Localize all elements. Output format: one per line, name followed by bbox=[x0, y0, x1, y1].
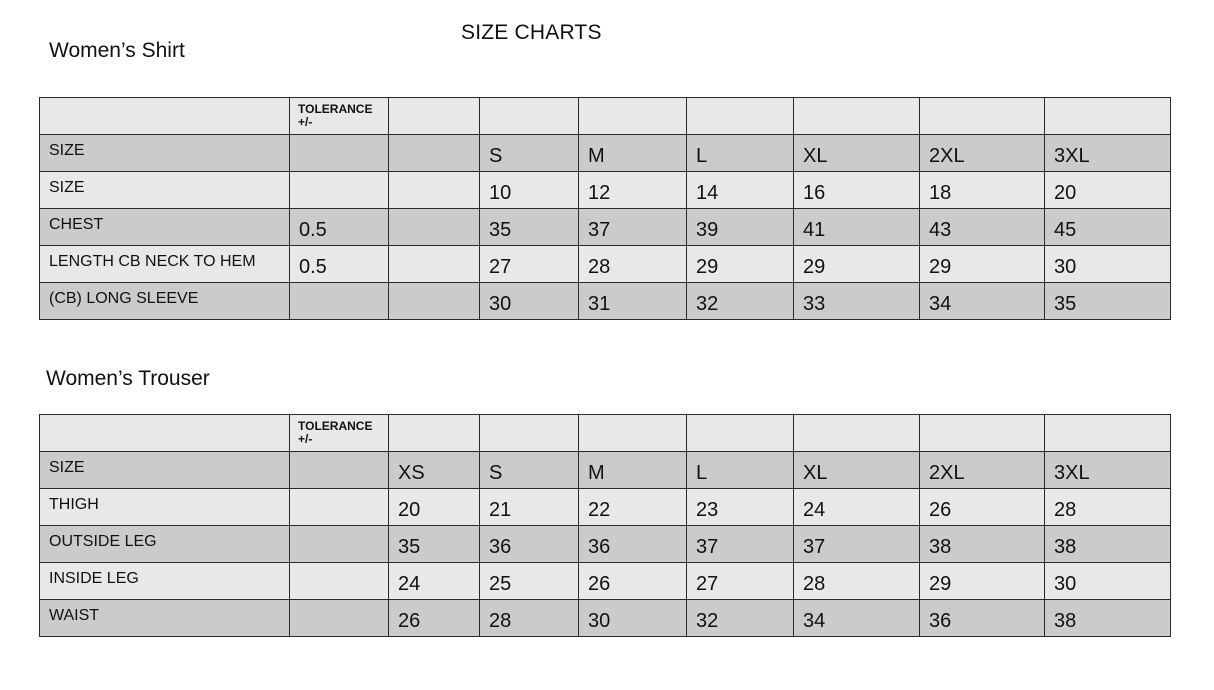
row-label: LENGTH CB NECK TO HEM bbox=[40, 246, 290, 283]
size-value-cell: 41 bbox=[794, 209, 920, 246]
row-label: CHEST bbox=[40, 209, 290, 246]
size-value-cell: XL bbox=[794, 135, 920, 172]
size-value-cell: 25 bbox=[480, 563, 579, 600]
size-value-cell bbox=[389, 135, 480, 172]
size-value-cell: 36 bbox=[579, 526, 687, 563]
size-value-cell bbox=[389, 209, 480, 246]
size-value-cell: 28 bbox=[579, 246, 687, 283]
size-value-cell: 37 bbox=[579, 209, 687, 246]
size-value-cell: 24 bbox=[794, 489, 920, 526]
size-value-cell: 26 bbox=[579, 563, 687, 600]
size-value-cell: 23 bbox=[687, 489, 794, 526]
tolerance-value bbox=[290, 172, 389, 209]
header-empty-cell bbox=[389, 98, 480, 135]
tolerance-value bbox=[290, 283, 389, 320]
tolerance-value: 0.5 bbox=[290, 209, 389, 246]
size-value-cell: 26 bbox=[920, 489, 1045, 526]
size-value-cell: 10 bbox=[480, 172, 579, 209]
size-value-cell: 35 bbox=[1045, 283, 1171, 320]
trouser-section-title: Women’s Trouser bbox=[46, 367, 210, 390]
size-value-cell: 33 bbox=[794, 283, 920, 320]
row-label: WAIST bbox=[40, 600, 290, 637]
size-value-cell: 36 bbox=[480, 526, 579, 563]
header-empty-cell bbox=[1045, 98, 1171, 135]
size-value-cell bbox=[389, 246, 480, 283]
size-value-cell: 3XL bbox=[1045, 135, 1171, 172]
shirt-size-table bbox=[39, 97, 1171, 320]
header-empty-cell bbox=[1045, 415, 1171, 452]
row-label: SIZE bbox=[40, 172, 290, 209]
table-row bbox=[40, 172, 1171, 209]
size-value-cell: 22 bbox=[579, 489, 687, 526]
size-value-cell: 14 bbox=[687, 172, 794, 209]
table-header-row bbox=[40, 415, 1171, 452]
header-empty-cell bbox=[40, 98, 290, 135]
size-value-cell: 30 bbox=[480, 283, 579, 320]
table-header-row bbox=[40, 98, 1171, 135]
size-value-cell: 29 bbox=[687, 246, 794, 283]
size-value-cell: 3XL bbox=[1045, 452, 1171, 489]
trouser-size-table bbox=[39, 414, 1171, 637]
size-value-cell: L bbox=[687, 452, 794, 489]
size-value-cell: 26 bbox=[389, 600, 480, 637]
size-value-cell: 21 bbox=[480, 489, 579, 526]
tolerance-value bbox=[290, 526, 389, 563]
tolerance-value bbox=[290, 600, 389, 637]
size-value-cell: 2XL bbox=[920, 452, 1045, 489]
size-value-cell: M bbox=[579, 135, 687, 172]
size-value-cell: 35 bbox=[389, 526, 480, 563]
row-label: SIZE bbox=[40, 135, 290, 172]
tolerance-header: TOLERANCE +/- bbox=[290, 98, 389, 135]
table-row bbox=[40, 209, 1171, 246]
size-value-cell: 39 bbox=[687, 209, 794, 246]
tolerance-value bbox=[290, 489, 389, 526]
header-empty-cell bbox=[480, 415, 579, 452]
size-value-cell: 31 bbox=[579, 283, 687, 320]
size-value-cell: M bbox=[579, 452, 687, 489]
header-empty-cell bbox=[687, 98, 794, 135]
tolerance-value bbox=[290, 452, 389, 489]
size-value-cell: 18 bbox=[920, 172, 1045, 209]
size-value-cell: 38 bbox=[920, 526, 1045, 563]
row-label: INSIDE LEG bbox=[40, 563, 290, 600]
size-value-cell: 38 bbox=[1045, 600, 1171, 637]
header-empty-cell bbox=[389, 415, 480, 452]
size-value-cell: 36 bbox=[920, 600, 1045, 637]
size-value-cell: 2XL bbox=[920, 135, 1045, 172]
size-value-cell: 12 bbox=[579, 172, 687, 209]
size-value-cell: 16 bbox=[794, 172, 920, 209]
size-value-cell: 32 bbox=[687, 600, 794, 637]
table-row bbox=[40, 526, 1171, 563]
size-value-cell: 27 bbox=[480, 246, 579, 283]
table-row bbox=[40, 563, 1171, 600]
size-value-cell: 37 bbox=[687, 526, 794, 563]
size-value-cell: 20 bbox=[389, 489, 480, 526]
size-value-cell: 29 bbox=[794, 246, 920, 283]
size-value-cell: 34 bbox=[794, 600, 920, 637]
header-empty-cell bbox=[40, 415, 290, 452]
size-value-cell: 37 bbox=[794, 526, 920, 563]
size-value-cell: 30 bbox=[1045, 246, 1171, 283]
size-value-cell bbox=[389, 283, 480, 320]
header-empty-cell bbox=[579, 415, 687, 452]
header-empty-cell bbox=[794, 415, 920, 452]
size-value-cell: XS bbox=[389, 452, 480, 489]
table-row bbox=[40, 246, 1171, 283]
header-empty-cell bbox=[579, 98, 687, 135]
size-value-cell bbox=[389, 172, 480, 209]
tolerance-value: 0.5 bbox=[290, 246, 389, 283]
size-value-cell: XL bbox=[794, 452, 920, 489]
tolerance-header: TOLERANCE +/- bbox=[290, 415, 389, 452]
size-value-cell: S bbox=[480, 135, 579, 172]
size-value-cell: 28 bbox=[1045, 489, 1171, 526]
header-empty-cell bbox=[687, 415, 794, 452]
page-title: SIZE CHARTS bbox=[461, 21, 602, 44]
table-row bbox=[40, 135, 1171, 172]
table-row bbox=[40, 283, 1171, 320]
header-empty-cell bbox=[920, 415, 1045, 452]
size-value-cell: 29 bbox=[920, 563, 1045, 600]
row-label: SIZE bbox=[40, 452, 290, 489]
size-value-cell: S bbox=[480, 452, 579, 489]
row-label: OUTSIDE LEG bbox=[40, 526, 290, 563]
row-label: (CB) LONG SLEEVE bbox=[40, 283, 290, 320]
size-value-cell: 20 bbox=[1045, 172, 1171, 209]
size-value-cell: 30 bbox=[579, 600, 687, 637]
row-label: THIGH bbox=[40, 489, 290, 526]
table-row bbox=[40, 600, 1171, 637]
table-row bbox=[40, 489, 1171, 526]
size-value-cell: 35 bbox=[480, 209, 579, 246]
header-empty-cell bbox=[480, 98, 579, 135]
table-row bbox=[40, 452, 1171, 489]
size-value-cell: 24 bbox=[389, 563, 480, 600]
size-value-cell: 43 bbox=[920, 209, 1045, 246]
size-value-cell: 34 bbox=[920, 283, 1045, 320]
size-value-cell: 32 bbox=[687, 283, 794, 320]
size-value-cell: 38 bbox=[1045, 526, 1171, 563]
size-value-cell: L bbox=[687, 135, 794, 172]
shirt-section-title: Women’s Shirt bbox=[49, 39, 185, 62]
size-value-cell: 27 bbox=[687, 563, 794, 600]
size-value-cell: 28 bbox=[794, 563, 920, 600]
size-value-cell: 28 bbox=[480, 600, 579, 637]
tolerance-value bbox=[290, 563, 389, 600]
tolerance-value bbox=[290, 135, 389, 172]
header-empty-cell bbox=[920, 98, 1045, 135]
size-value-cell: 45 bbox=[1045, 209, 1171, 246]
header-empty-cell bbox=[794, 98, 920, 135]
size-value-cell: 29 bbox=[920, 246, 1045, 283]
size-value-cell: 30 bbox=[1045, 563, 1171, 600]
